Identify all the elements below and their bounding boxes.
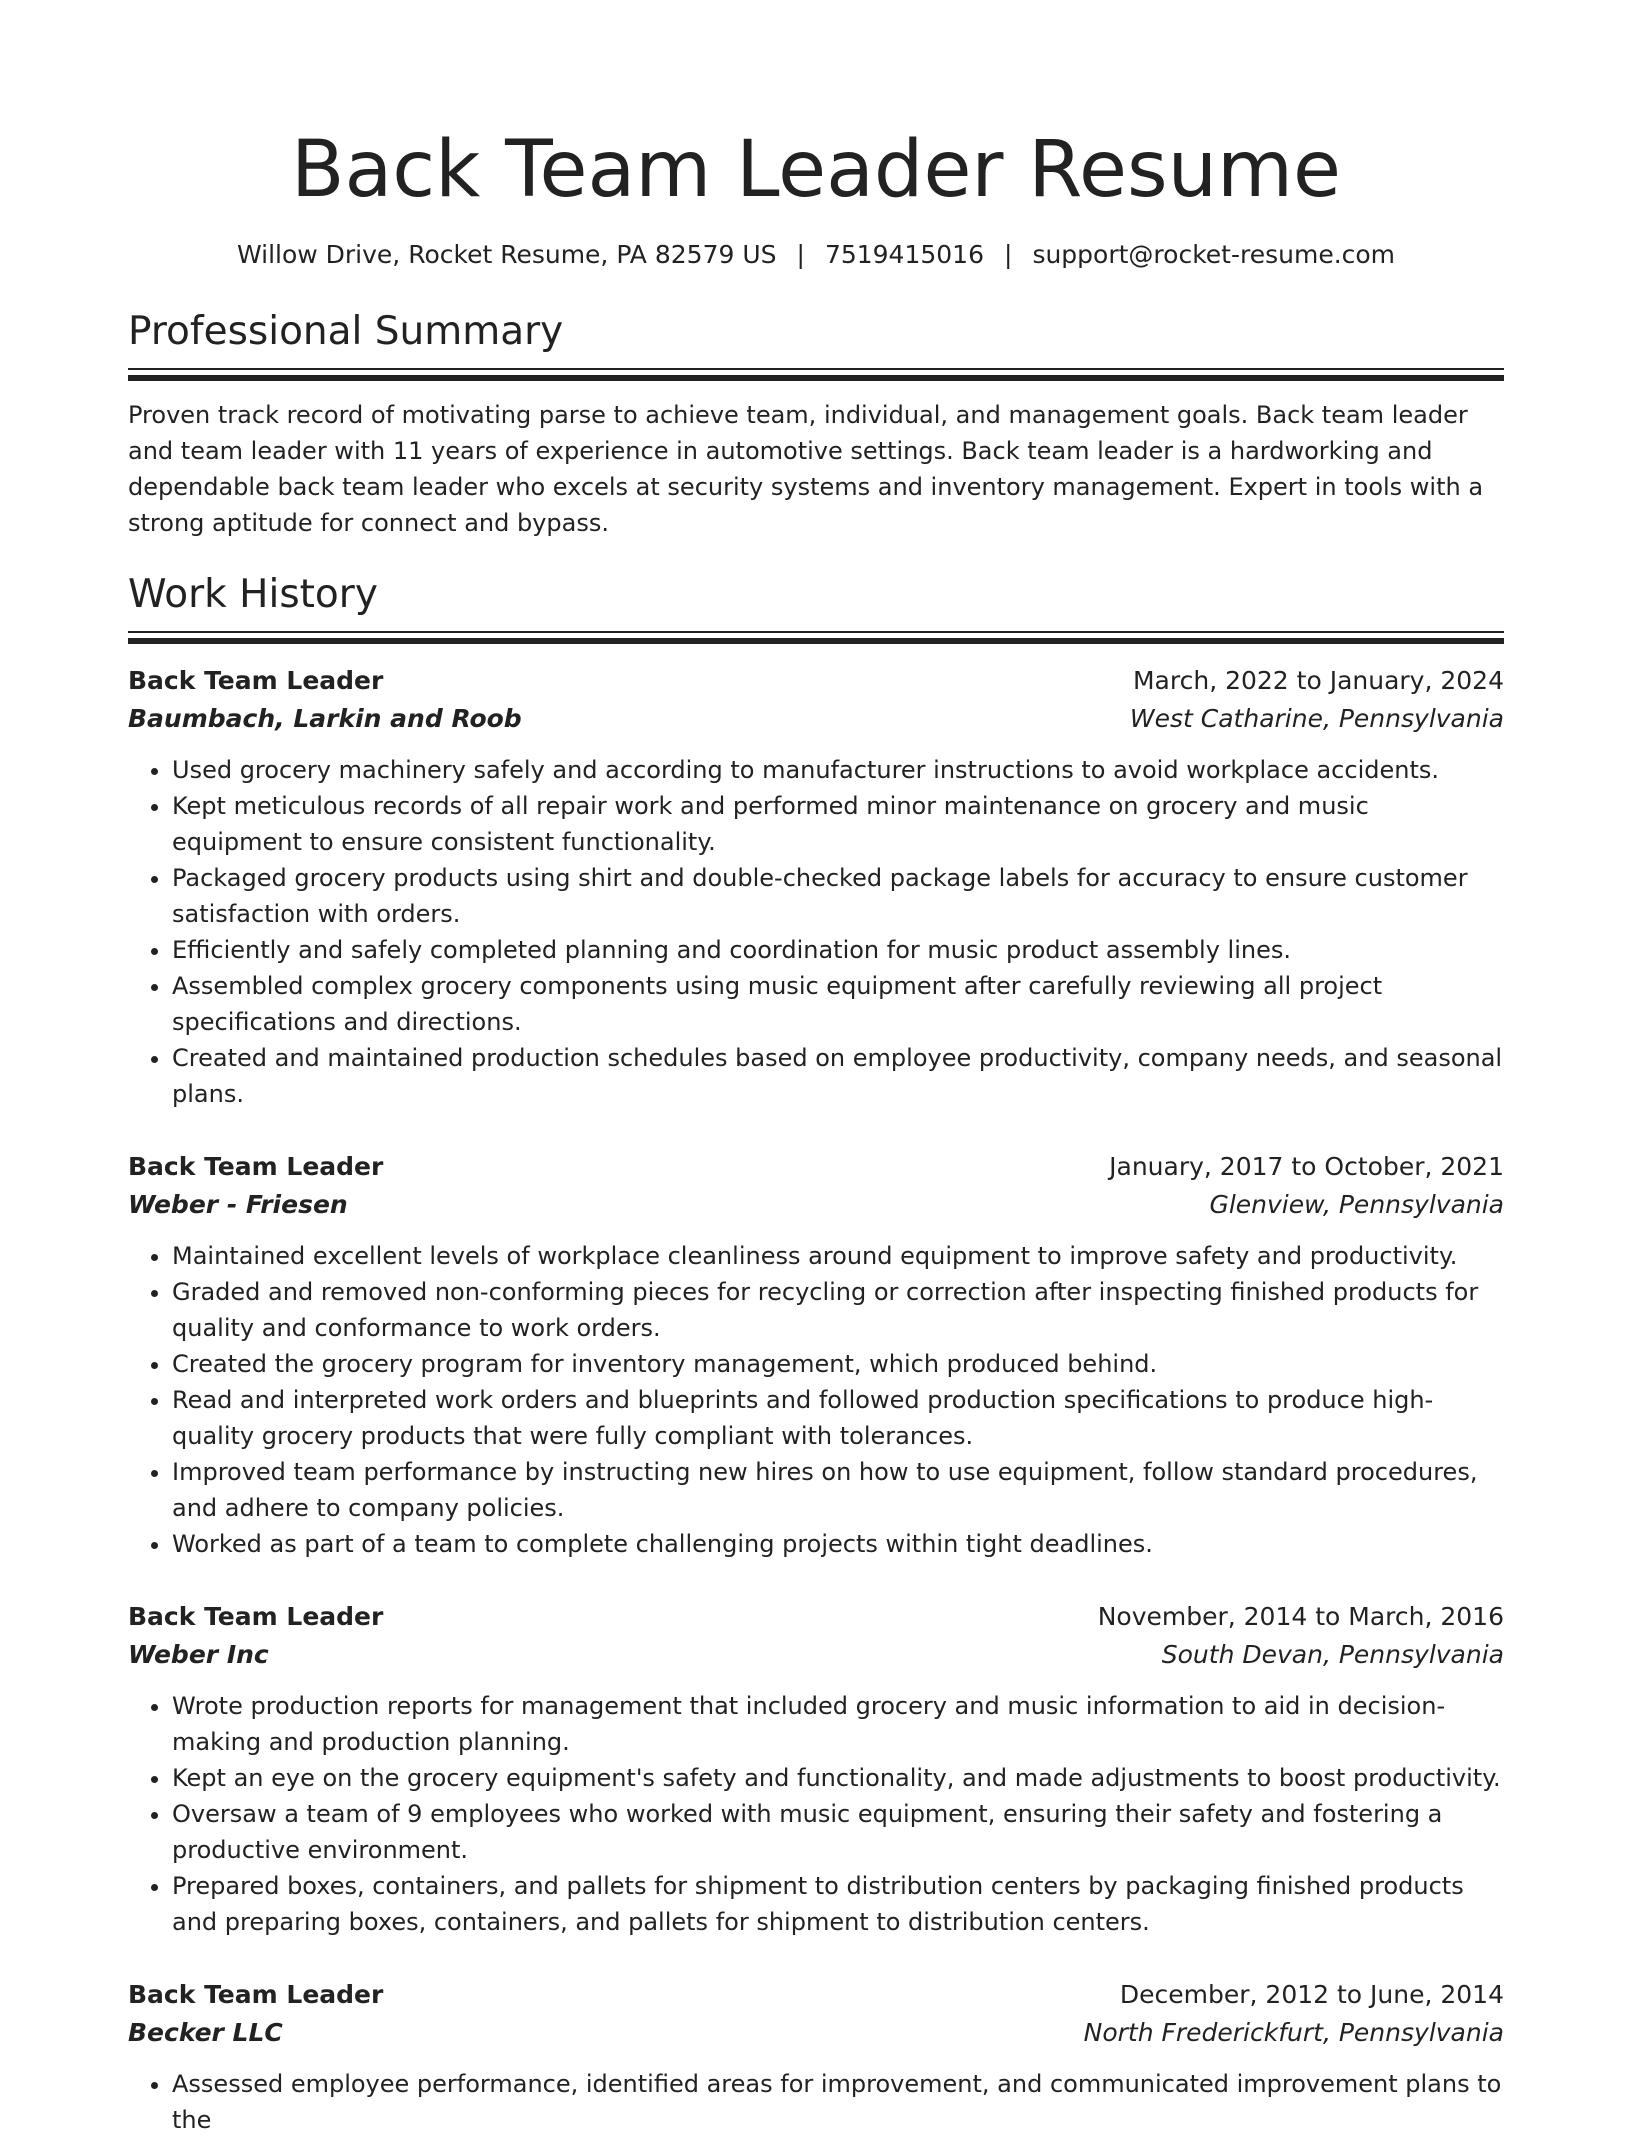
job-company: Weber Inc <box>128 1640 269 1669</box>
job-bullet: • Assessed employee performance, identified areas for improvement, and communicated improvement plans to the <box>172 2066 1504 2138</box>
job-bullet: • Created and maintained production schedules based on employee productivity, company needs, and seasonal plans. <box>172 1040 1504 1112</box>
job-bullet: • Kept an eye on the grocery equipment's safety and functionality, and made adjustments to boost productivity. <box>172 1760 1504 1796</box>
contact-line <box>128 238 1504 272</box>
job-bullet: • Assembled complex grocery components using music equipment after carefully reviewing all project specifications and directions. <box>172 968 1504 1040</box>
job-bullet: • Created the grocery program for inventory management, which produced behind. <box>172 1346 1504 1382</box>
job-bullet: • Wrote production reports for management that included grocery and music information to aid in decision-making and production planning. <box>172 1688 1504 1760</box>
contact-separator: | <box>796 240 805 269</box>
job-bullet: • Improved team performance by instructing new hires on how to use equipment, follow standard procedures, and adhere to company policies. <box>172 1454 1504 1526</box>
job-bullet: • Oversaw a team of 9 employees who worked with music equipment, ensuring their safety and fostering a productive environment. <box>172 1796 1504 1868</box>
job-dates: January, 2017 to October, 2021 <box>1109 1152 1504 1181</box>
job-bullet-list <box>128 1688 1504 1940</box>
job-bullet: • Kept meticulous records of all repair work and performed minor maintenance on grocery and music equipment to ensure consistent functionality. <box>172 788 1504 860</box>
job-entry <box>128 1976 1504 2138</box>
contact-email: support@rocket-resume.com <box>1032 240 1396 269</box>
section-divider <box>128 631 1504 644</box>
job-header-row <box>128 1976 1504 2014</box>
job-bullet: • Graded and removed non-conforming pieces for recycling or correction after inspecting finished products for quality and conformance to work orders. <box>172 1274 1504 1346</box>
section-heading: Work History <box>128 572 378 617</box>
job-bullet: • Maintained excellent levels of workplace cleanliness around equipment to improve safety and productivity. <box>172 1238 1504 1274</box>
job-location: Glenview, Pennsylvania <box>1209 1190 1504 1219</box>
section-divider <box>128 368 1504 381</box>
job-bullet: • Prepared boxes, containers, and pallets for shipment to distribution centers by packaging finished products and preparing boxes, containers, and pallets for shipment to distribution centers. <box>172 1868 1504 1940</box>
job-company-row <box>128 2014 1504 2052</box>
section-heading: Professional Summary <box>128 309 564 354</box>
job-location: North Frederickfurt, Pennsylvania <box>1083 2018 1504 2047</box>
job-bullet: • Packaged grocery products using shirt and double-checked package labels for accuracy to ensure customer satisfaction with orders. <box>172 860 1504 932</box>
job-bullet: • Efficiently and safely completed planning and coordination for music product assembly lines. <box>172 932 1504 968</box>
contact-phone: 7519415016 <box>824 240 984 269</box>
job-company-row <box>128 1186 1504 1224</box>
job-entry <box>128 662 1504 1112</box>
job-location: South Devan, Pennsylvania <box>1161 1640 1504 1669</box>
job-dates: March, 2022 to January, 2024 <box>1132 666 1504 695</box>
job-header-row <box>128 1598 1504 1636</box>
job-header-row <box>128 1148 1504 1186</box>
job-list <box>128 662 1504 2138</box>
job-location: West Catharine, Pennsylvania <box>1129 704 1504 733</box>
job-header-row <box>128 662 1504 700</box>
summary-text: Proven track record of motivating parse to achieve team, individual, and management goals. Back team leader and team leader with 11 years of experience in automotive settings. Back team leader is a hardworking and dependable back team leader who excels at security systems and inventory management. Expert in tools with a strong aptitude for connect and bypass. <box>128 401 1484 537</box>
job-entry <box>128 1598 1504 1940</box>
job-bullet-list <box>128 752 1504 1112</box>
professional-summary-section <box>128 306 1504 541</box>
job-bullet: • Worked as part of a team to complete challenging projects within tight deadlines. <box>172 1526 1504 1562</box>
job-company-row <box>128 700 1504 738</box>
job-dates: November, 2014 to March, 2016 <box>1097 1602 1504 1631</box>
job-bullet: • Used grocery machinery safely and according to manufacturer instructions to avoid workplace accidents. <box>172 752 1504 788</box>
job-bullet-list <box>128 1238 1504 1562</box>
job-title: Back Team Leader <box>128 1152 384 1181</box>
job-entry <box>128 1148 1504 1562</box>
job-company: Becker LLC <box>128 2018 283 2047</box>
job-bullet-list <box>128 2066 1504 2138</box>
contact-separator: | <box>1004 240 1013 269</box>
job-company-row <box>128 1636 1504 1674</box>
job-title: Back Team Leader <box>128 1602 384 1631</box>
job-company: Baumbach, Larkin and Roob <box>128 704 522 733</box>
job-company: Weber - Friesen <box>128 1190 348 1219</box>
job-bullet: • Read and interpreted work orders and blueprints and followed production specifications to produce high-quality grocery products that were fully compliant with tolerances. <box>172 1382 1504 1454</box>
job-title: Back Team Leader <box>128 666 384 695</box>
contact-address: Willow Drive, Rocket Resume, PA 82579 US <box>236 240 777 269</box>
resume-title: Back Team Leader Resume <box>290 125 1342 215</box>
work-history-section <box>128 569 1504 2138</box>
job-title: Back Team Leader <box>128 1980 384 2009</box>
job-dates: December, 2012 to June, 2014 <box>1119 1980 1504 2009</box>
